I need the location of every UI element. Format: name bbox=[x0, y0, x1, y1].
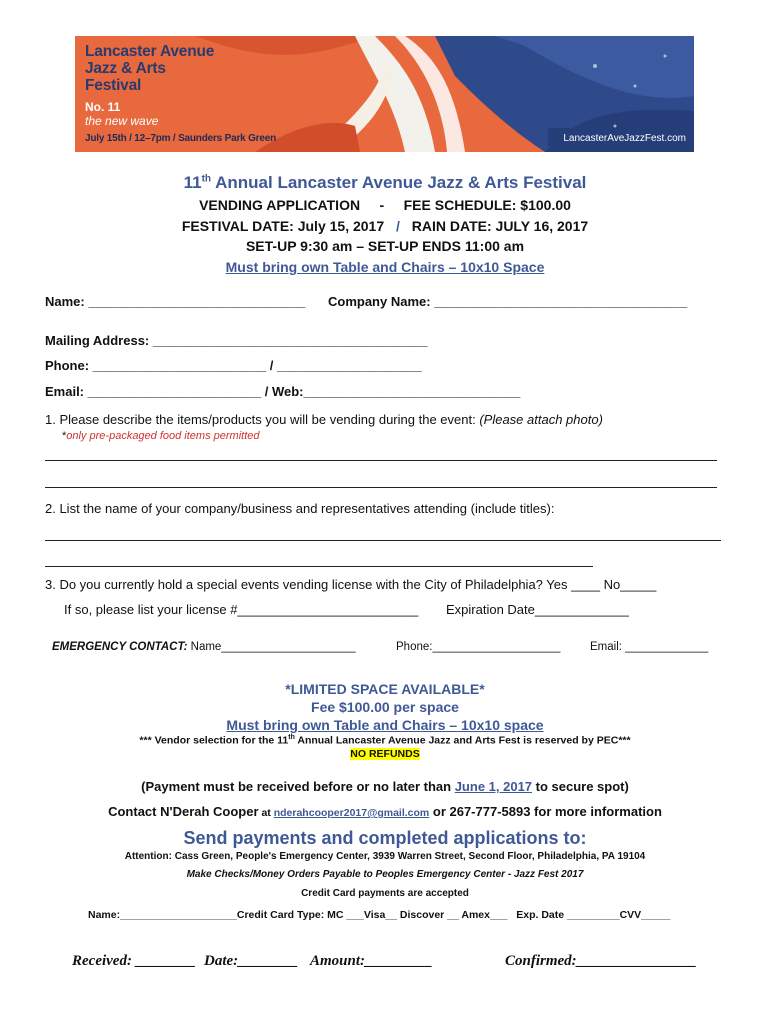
banner-number: No. 11 bbox=[85, 100, 121, 114]
name-field[interactable]: Name: ______________________________ bbox=[45, 294, 306, 309]
question-2: 2. List the name of your company/business and representatives attending (include titles): bbox=[45, 501, 555, 516]
fee-per-space: Fee $100.00 per space bbox=[311, 699, 459, 715]
payment-deadline bbox=[0, 779, 770, 794]
no-refunds-wrap bbox=[0, 748, 770, 760]
food-items-note bbox=[62, 430, 260, 442]
phone-field[interactable]: Phone: ________________________ / ____________________ bbox=[45, 358, 422, 373]
payable-to: Make Checks/Money Orders Payable to Peoples Emergency Center - Jazz Fest 2017 bbox=[186, 869, 584, 880]
title-text: Annual Lancaster Avenue Jazz & Arts Festival bbox=[211, 173, 587, 192]
title-number: 11 bbox=[183, 173, 202, 192]
banner-url: LancasterAveJazzFest.com bbox=[563, 133, 686, 144]
vendor-selection-note bbox=[0, 734, 770, 747]
table-chairs-space-note: Must bring own Table and Chairs – 10x10 space bbox=[226, 717, 544, 733]
email-web-field[interactable]: Email: ________________________ / Web:______________________________ bbox=[45, 384, 521, 399]
credit-card-accepted: Credit Card payments are accepted bbox=[301, 888, 469, 899]
rain-date: RAIN DATE: JULY 16, 2017 bbox=[411, 218, 589, 234]
contact-email-link[interactable]: nderahcooper2017@gmail.com bbox=[273, 807, 430, 819]
contact-phone: or 267-777-5893 for more information bbox=[429, 804, 662, 819]
note-asterisk: * bbox=[62, 430, 67, 442]
question-1-text: 1. Please describe the items/products you will be vending during the event: bbox=[45, 412, 476, 427]
send-payments-heading: Send payments and completed applications to: bbox=[183, 828, 587, 848]
vending-fee-line: VENDING APPLICATION - FEE SCHEDULE: $100.00 bbox=[199, 197, 571, 213]
title-superscript: th bbox=[201, 173, 212, 185]
question-3[interactable]: 3. Do you currently hold a special events vending license with the City of Philadelphia? Yes ____ No_____ bbox=[45, 577, 657, 592]
festival-title bbox=[0, 173, 770, 193]
selection-text-start: *** Vendor selection for the 11 bbox=[139, 734, 289, 747]
emergency-email-field[interactable]: Email: _____________ bbox=[590, 641, 709, 653]
payment-deadline-end: to secure spot) bbox=[532, 779, 629, 794]
emergency-contact bbox=[52, 641, 356, 653]
festival-dates-line bbox=[0, 218, 770, 234]
contact-info bbox=[0, 804, 770, 819]
note-text: only pre-packaged food items permitted bbox=[66, 430, 260, 442]
emergency-label: EMERGENCY CONTACT: bbox=[52, 641, 188, 653]
festival-banner bbox=[75, 36, 694, 152]
banner-title-line1: Lancaster Avenue bbox=[85, 43, 215, 60]
festival-date: FESTIVAL DATE: July 15, 2017 bbox=[181, 218, 385, 234]
limited-space-notice: *LIMITED SPACE AVAILABLE* bbox=[285, 681, 485, 697]
payment-deadline-date: June 1, 2017 bbox=[454, 779, 533, 794]
question-1-answer-line-2[interactable] bbox=[45, 487, 717, 488]
selection-text-end: Annual Lancaster Avenue Jazz and Arts Fest is reserved by PEC*** bbox=[294, 734, 631, 747]
contact-at: at bbox=[258, 807, 274, 819]
license-number-field[interactable]: If so, please list your license #_________________________ bbox=[64, 602, 419, 617]
dates-separator: / bbox=[396, 218, 400, 234]
question-1-photo-note: (Please attach photo) bbox=[479, 412, 603, 427]
banner-title-line3: Festival bbox=[85, 77, 142, 94]
question-1 bbox=[45, 412, 603, 427]
question-1-answer-line-1[interactable] bbox=[45, 460, 717, 461]
payment-deadline-start: (Payment must be received before or no later than bbox=[141, 779, 455, 794]
no-refunds-badge: NO REFUNDS bbox=[350, 748, 420, 760]
amount-field[interactable]: Amount:_________ bbox=[310, 953, 433, 969]
mailing-address-field[interactable]: Mailing Address: ______________________________________ bbox=[45, 333, 428, 348]
question-2-answer-line-2[interactable] bbox=[45, 566, 593, 567]
company-name-field[interactable]: Company Name: ___________________________________ bbox=[328, 294, 688, 309]
question-2-answer-line-1[interactable] bbox=[45, 540, 721, 541]
emergency-phone-field[interactable]: Phone:____________________ bbox=[396, 641, 561, 653]
selection-superscript: th bbox=[288, 734, 295, 741]
banner-date-line: July 15th / 12–7pm / Saunders Park Green bbox=[85, 133, 276, 144]
expiration-date-field[interactable]: Expiration Date_____________ bbox=[446, 602, 629, 617]
date-field[interactable]: Date:________ bbox=[204, 953, 299, 969]
received-field[interactable]: Received: ________ bbox=[72, 953, 196, 969]
table-chairs-note: Must bring own Table and Chairs – 10x10 Space bbox=[225, 259, 545, 275]
confirmed-field[interactable]: Confirmed:________________ bbox=[505, 953, 697, 969]
emergency-name-field[interactable]: Name_____________________ bbox=[187, 641, 356, 653]
banner-title-line2: Jazz & Arts bbox=[85, 60, 166, 77]
credit-card-form-line[interactable]: Name:____________________Credit Card Type: MC ___Visa__ Discover __ Amex___ Exp. Date _________CVV_____ bbox=[88, 909, 671, 921]
banner-tagline: the new wave bbox=[85, 114, 159, 128]
setup-times: SET-UP 9:30 am – SET-UP ENDS 11:00 am bbox=[245, 238, 525, 254]
attention-address: Attention: Cass Green, People's Emergency Center, 3939 Warren Street, Second Floor, Philadelphia, PA 19104 bbox=[124, 851, 646, 862]
contact-name: Contact N'Derah Cooper bbox=[108, 804, 259, 819]
